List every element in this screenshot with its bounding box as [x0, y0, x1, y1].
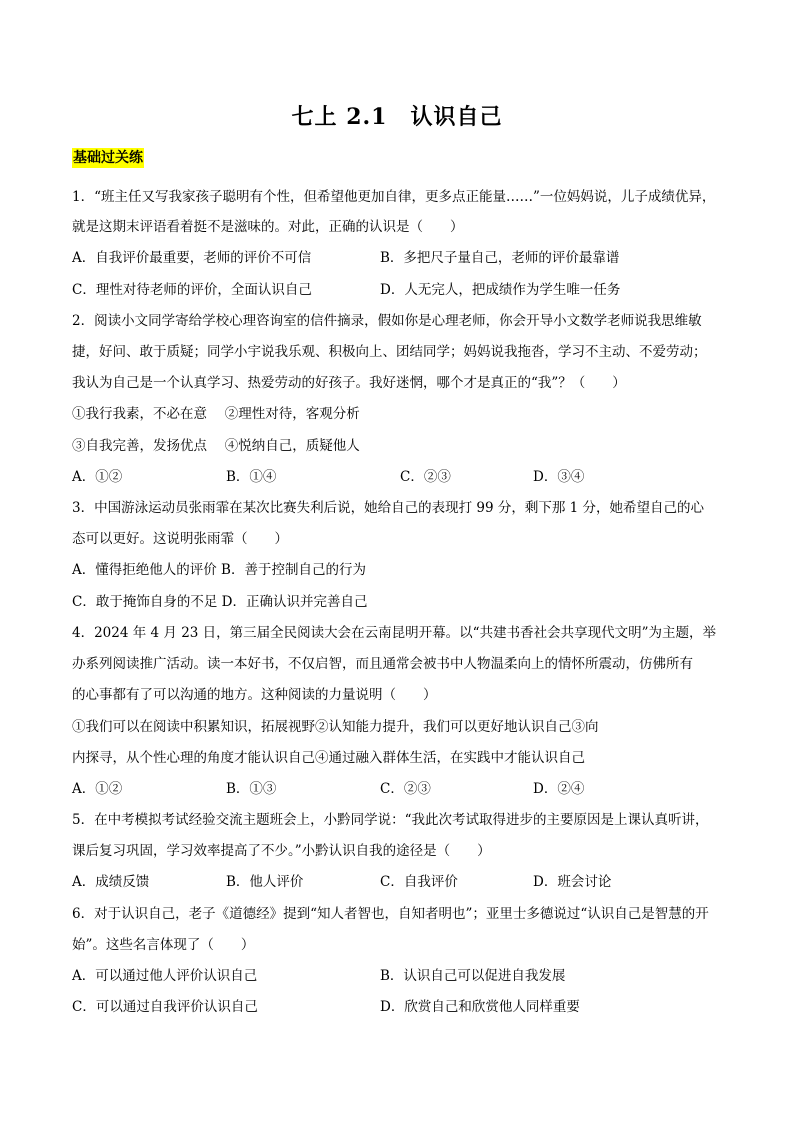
- q5-option-a: A．成绩反馈: [72, 874, 150, 890]
- section-heading: 基础过关练: [73, 150, 143, 166]
- q1-stem-line-2: 就是这期末评语看着挺不是滋味的。对此，正确的认识是（ ）: [72, 219, 464, 235]
- q2-option-b: B．①④: [226, 469, 277, 485]
- q2-option-d: D．③④: [533, 469, 585, 485]
- q4-option-b: B．①③: [226, 781, 277, 797]
- q6-stem-line-1: 6．对于认识自己，老子《道德经》提到“知人者智也，自知者明也”；亚里士多德说过“认识自己是智慧的开: [72, 906, 709, 922]
- q2-statement-line-2: ③自我完善，发扬优点 ④悦纳自己，质疑他人: [72, 438, 360, 454]
- q6-stem-line-2: 始”。这些名言体现了（ ）: [72, 937, 255, 953]
- q3-options-ab: A．懂得拒绝他人的评价 B．善于控制自己的行为: [72, 562, 366, 578]
- q4-stem-line-1: 4．2024 年 4 月 23 日，第三届全民阅读大会在云南昆明开幕。以“共建书香社会共享现代文明”为主题，举: [72, 625, 716, 641]
- q4-option-c: C．②③: [380, 781, 431, 797]
- q1-option-a: A．自我评价最重要，老师的评价不可信: [72, 250, 312, 266]
- q4-option-a: A．①②: [72, 781, 123, 797]
- q6-option-b: B．认识自己可以促进自我发展: [380, 968, 566, 984]
- q5-option-b: B．他人评价: [226, 874, 304, 890]
- q6-option-c: C．可以通过自我评价认识自己: [72, 999, 258, 1015]
- q2-stem-line-1: 2．阅读小文同学寄给学校心理咨询室的信件摘录，假如你是心理老师，你会开导小文数学老师说我思维敏: [72, 313, 702, 329]
- q5-option-d: D．班会讨论: [533, 874, 612, 890]
- page-title: 七上 2.1 认识自己: [291, 104, 503, 130]
- q2-option-c: C．②③: [400, 469, 451, 485]
- q1-stem-line-1: 1．“班主任又写我家孩子聪明有个性，但希望他更加自律，更多点正能量……”一位妈妈说，儿子成绩优异，: [72, 189, 716, 205]
- q1-option-c: C．理性对待老师的评价，全面认识自己: [72, 282, 312, 298]
- q1-option-b: B．多把尺子量自己，老师的评价最靠谱: [380, 250, 620, 266]
- q1-option-d: D．人无完人，把成绩作为学生唯一任务: [380, 282, 621, 298]
- q4-stem-line-2: 办系列阅读推广活动。读一本好书，不仅启智，而且通常会被书中人物温柔向上的情怀所震动，仿佛所有: [72, 656, 693, 672]
- q2-statement-line-1: ①我行我素，不必在意 ②理性对待，客观分析: [72, 406, 360, 422]
- q3-stem-line-2: 态可以更好。这说明张雨霏（ ）: [72, 531, 288, 547]
- q5-stem-line-2: 课后复习巩固，学习效率提高了不少。”小黔认识自我的途径是（ ）: [72, 843, 491, 859]
- q4-stem-line-3: 的心事都有了可以沟通的地方。这种阅读的力量说明（ ）: [72, 687, 437, 703]
- q3-options-cd: C．敢于掩饰自身的不足 D．正确认识并完善自己: [72, 594, 368, 610]
- q5-option-c: C．自我评价: [380, 874, 458, 890]
- q6-option-a: A．可以通过他人评价认识自己: [72, 968, 258, 984]
- q4-option-d: D．②④: [533, 781, 585, 797]
- q4-statement-line-1: ①我们可以在阅读中积累知识，拓展视野②认知能力提升，我们可以更好地认识自己③向: [72, 719, 599, 735]
- q4-statement-line-2: 内探寻，从个性心理的角度才能认识自己④通过融入群体生活，在实践中才能认识自己: [72, 750, 585, 766]
- q2-stem-line-2: 捷，好问、敢于质疑；同学小宇说我乐观、积极向上、团结同学；妈妈说我拖沓，学习不主动、不爱劳动；: [72, 344, 707, 360]
- q6-option-d: D．欣赏自己和欣赏他人同样重要: [380, 999, 580, 1015]
- q3-stem-line-1: 3．中国游泳运动员张雨霏在某次比赛失利后说，她给自己的表现打 99 分，剩下那 1 分，她希望自己的心: [72, 500, 705, 516]
- q2-stem-line-3: 我认为自己是一个认真学习、热爱劳动的好孩子。我好迷惘，哪个才是真正的“我”？（ ）: [72, 375, 626, 391]
- q5-stem-line-1: 5．在中考模拟考试经验交流主题班会上，小黔同学说：“我此次考试取得进步的主要原因是上课认真听讲，: [72, 812, 709, 828]
- q2-option-a: A．①②: [72, 469, 123, 485]
